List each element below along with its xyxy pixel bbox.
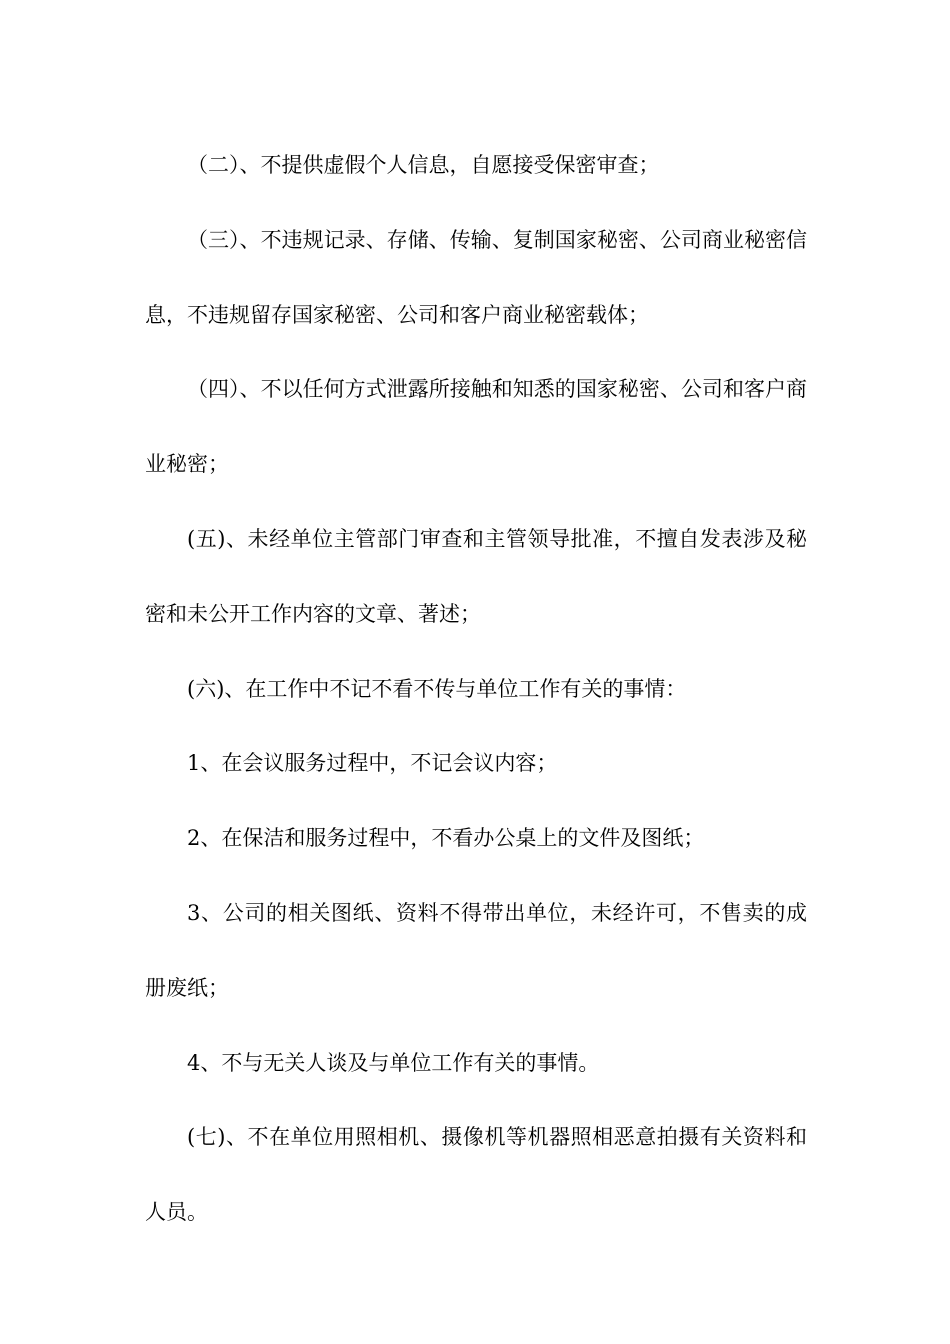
paragraph-5: (五)、未经单位主管部门审查和主管领导批准，不擅自发表涉及秘密和未公开工作内容的文章、著述；: [145, 526, 807, 626]
paragraph-4: （四）、不以任何方式泄露所接触和知悉的国家秘密、公司和客户商业秘密；: [145, 377, 807, 477]
paragraph-7: (七)、不在单位用照相机、摄像机等机器照相恶意拍摄有关资料和人员。: [145, 1125, 807, 1225]
list-item-2: 2、在保洁和服务过程中，不看办公桌上的文件及图纸；: [187, 826, 705, 851]
list-item-1: 1、在会议服务过程中，不记会议内容；: [187, 751, 558, 776]
paragraph-3: （三）、不违规记录、存储、传输、复制国家秘密、公司商业秘密信息，不违规留存国家秘密、公司和客户商业秘密载体；: [145, 227, 807, 327]
paragraph-2: （二）、不提供虚假个人信息，自愿接受保密审查；: [187, 153, 660, 177]
paragraph-6: (六)、在工作中不记不看不传与单位工作有关的事情：: [187, 676, 687, 701]
list-item-4: 4、不与无关人谈及与单位工作有关的事情。: [187, 1050, 600, 1075]
document-body: [145, 128, 807, 1250]
list-item-3: 3、公司的相关图纸、资料不得带出单位，未经许可，不售卖的成册废纸；: [145, 900, 807, 1000]
